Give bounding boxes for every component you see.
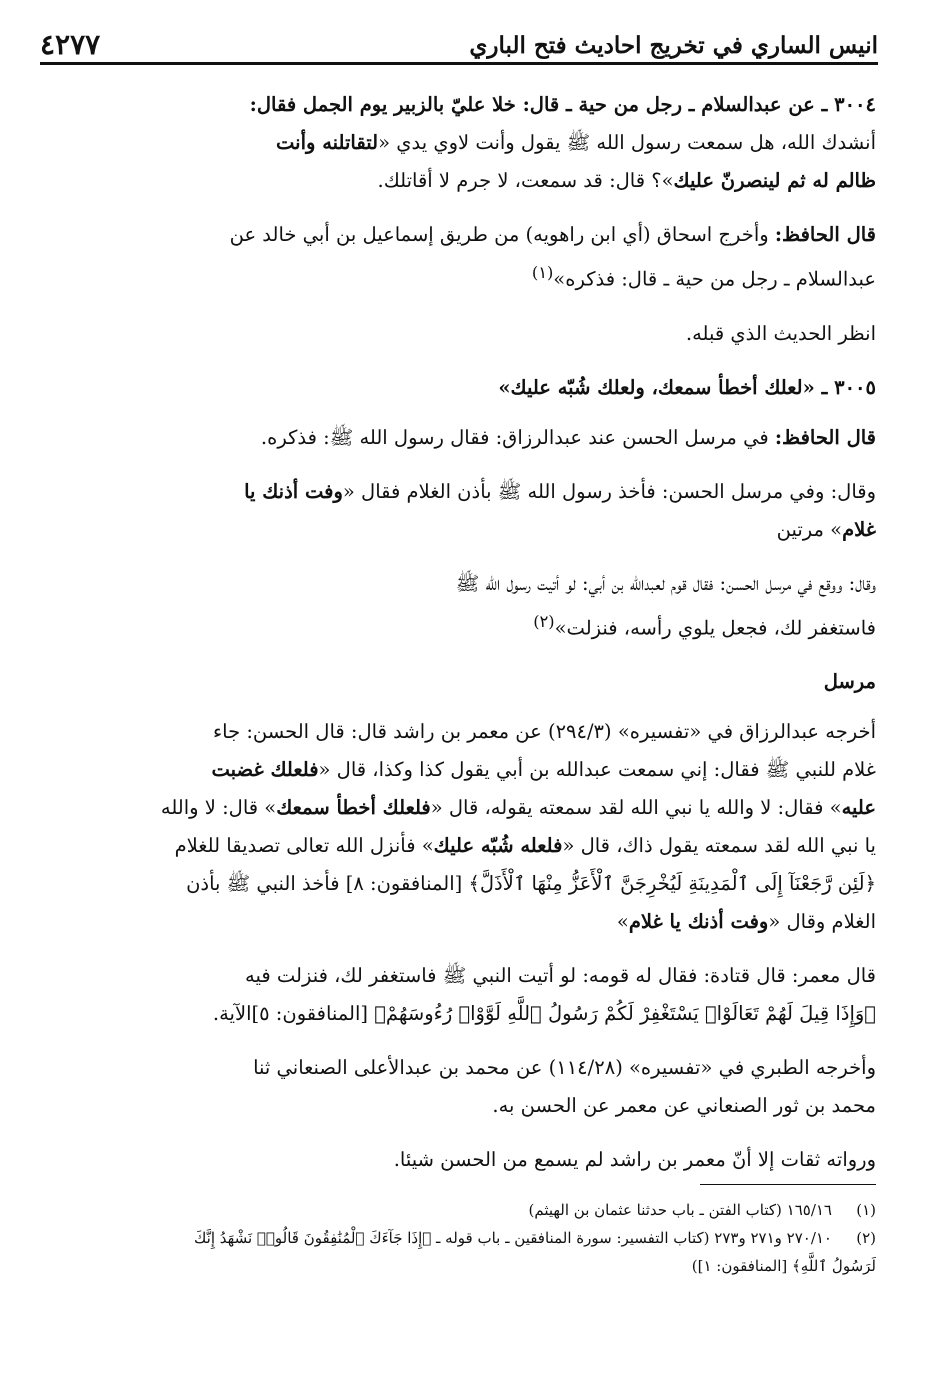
- footnote-2-text-cont: لَرَسُولُ ٱللَّهِ﴾ [المنافقون: ١]): [691, 1257, 876, 1275]
- hafiz-label: قال الحافظ:: [774, 223, 876, 246]
- quran-verse-63-8: ﴿لَئِن رَّجَعْنَآ إِلَى ٱلْمَدِينَةِ لَيُخْرِجَنَّ ٱلْأَعَزُّ مِنْهَا ٱلْأَذَلَّ﴾: [468, 872, 876, 895]
- main-text: [66, 86, 876, 1195]
- mamar-line2-end: [المنافقون: ٥]الآية.: [212, 1002, 375, 1025]
- tabari-line2: محمد بن ثور الصنعاني عن معمر عن الحسن به.: [492, 1094, 876, 1117]
- qal-paragraph-1: [66, 473, 876, 549]
- takhrij-tabari: [66, 1049, 876, 1125]
- takhrij-quote4: فلعله شُبّه عليك: [433, 834, 563, 857]
- takhrij-line6: الغلام وقال «: [768, 910, 876, 933]
- qal-1-line2: » مرتين: [776, 517, 843, 541]
- qal-2-line1: وقال: ووقع في مرسل الحسن: فقال قوم لعبدالله بن أبي: لو أتيت رسول الله ﷺ: [455, 571, 876, 595]
- hadith-3005: ٣٠٠٥ ـ «لعلك أخطأ سمعك، ولعلك شُبّه عليك»: [498, 375, 876, 399]
- takhrij-line4-end: » فأنزل الله تعالى تصديقا للغلام: [174, 834, 434, 857]
- footnote-2-number: (٢): [856, 1229, 876, 1247]
- footnote-1-text: ١٦٥/١٦ (كتاب الفتن ـ باب حدثنا عثمان بن الهيثم): [528, 1201, 832, 1219]
- hadith-3004-quote2: ظالم له ثم لينصرنّ عليك: [673, 169, 876, 192]
- page-number: ٤٢٧٧: [40, 28, 101, 61]
- hadith-3004-line3: »؟ قال: قد سمعت، لا جرم لا أقاتلك.: [377, 169, 674, 192]
- qal-1-quote1: وفت أذنك يا: [244, 479, 343, 503]
- tabari-line1: وأخرجه الطبري في «تفسيره» (١١٤/٢٨) عن محمد بن عبدالأعلى الصنعاني ثنا: [253, 1056, 876, 1079]
- takhrij-line4: يا نبي الله لقد سمعته يقول ذاك، قال «: [562, 834, 876, 857]
- footnote-1-number: (١): [856, 1201, 876, 1219]
- book-title: انيس الساري في تخريج احاديث فتح الباري: [469, 32, 878, 59]
- takhrij-abdurrazzaq: [66, 713, 876, 941]
- footnote-2-text: ٢٧٠/١٠ و٢٧١ و٢٧٣ (كتاب التفسير: سورة المنافقين ـ باب قوله ـ ﴿إِذَا جَآءَكَ ٱلْمُنَٰفِقُونَ قَالُوا۟ نَشْهَدُ إِنَّكَ: [194, 1229, 832, 1247]
- footnote-2: [66, 1224, 876, 1280]
- takhrij-line2: غلام للنبي ﷺ فقال: إني سمعت عبدالله بن أبي يقول كذا وكذا، قال «: [318, 758, 876, 781]
- mamar-line1: قال معمر: قال قتادة: فقال له قومه: لو أتيت النبي ﷺ فاستغفر لك، فنزلت فيه: [245, 964, 876, 987]
- see-previous: انظر الحديث الذي قبله.: [685, 321, 876, 345]
- takhrij-line1: أخرجه عبدالرزاق في «تفسيره» (٢٩٤/٣) عن معمر بن راشد قال: قال الحسن: جاء: [212, 720, 876, 743]
- ruwat-note: ورواته ثقات إلا أنّ معمر بن راشد لم يسمع من الحسن شيئا.: [393, 1148, 876, 1171]
- hafiz-comment-1-line1: وأخرج اسحاق (أي ابن راهويه) من طريق إسماعيل بن أبي خالد عن: [229, 223, 769, 246]
- footnote-rule: [700, 1184, 876, 1185]
- hafiz-comment-1-line2: عبدالسلام ـ رجل من حية ـ قال: فذكره»: [553, 267, 876, 291]
- hafiz-comment-1: [66, 216, 876, 299]
- hadith-3004-line1: ٣٠٠٤ ـ عن عبدالسلام ـ رجل من حية ـ قال: خلا عليّ بالزبير يوم الجمل فقال:: [249, 93, 876, 116]
- running-header: [40, 26, 878, 66]
- header-rule: [40, 62, 878, 65]
- footnote-ref-1[interactable]: (١): [531, 263, 554, 282]
- qal-paragraph-2: [66, 565, 876, 648]
- takhrij-line5-end: [المنافقون: ٨] فأخذ النبي ﷺ بأذن: [186, 872, 469, 895]
- footnote-ref-2[interactable]: (٢): [533, 611, 555, 631]
- qal-1-line1: وقال: وفي مرسل الحسن: فأخذ رسول الله ﷺ بأذن الغلام فقال «: [342, 479, 876, 503]
- takhrij-line3-end: » قال: لا والله: [160, 796, 277, 819]
- takhrij-quote5: وفت أذنك يا غلام: [628, 910, 769, 933]
- section-heading-mursal: مرسل: [823, 670, 876, 693]
- qal-1-quote2: غلام: [842, 517, 876, 541]
- qal-2-line2: فاستغفر لك، فجعل يلوي رأسه، فنزلت»: [554, 616, 876, 639]
- takhrij-quote1: فلعلك غضبت: [211, 758, 319, 781]
- hafiz-comment-2: [66, 419, 876, 457]
- takhrij-line3: » فقال: لا والله يا نبي الله لقد سمعته يقوله، قال «: [430, 796, 842, 819]
- takhrij-quote3: فلعلك أخطأ سمعك: [276, 796, 431, 819]
- hafiz-label-2: قال الحافظ:: [774, 425, 876, 449]
- hadith-3004-quote1: لتقاتلنه وأنت: [276, 131, 379, 154]
- footnote-1: [66, 1196, 876, 1224]
- hafiz-comment-2-text: في مرسل الحسن عند عبدالرزاق: فقال رسول الله ﷺ: فذكره.: [260, 425, 769, 449]
- footnotes: [66, 1196, 876, 1280]
- quran-verse-63-5: ﴿وَإِذَا قِيلَ لَهُمْ تَعَالَوْا۟ يَسْتَغْفِرْ لَكُمْ رَسُولُ ٱللَّهِ لَوَّوْا۟ رُءُوسَهُمْ﴾: [374, 1002, 876, 1025]
- hadith-3004: [66, 86, 876, 200]
- takhrij-quote2: عليه: [841, 796, 876, 819]
- hadith-3004-line2a: أنشدك الله، هل سمعت رسول الله ﷺ يقول وأنت لاوي يدي «: [378, 131, 876, 154]
- takhrij-line6-end: »: [616, 910, 629, 933]
- mamar-qatada: [66, 957, 876, 1033]
